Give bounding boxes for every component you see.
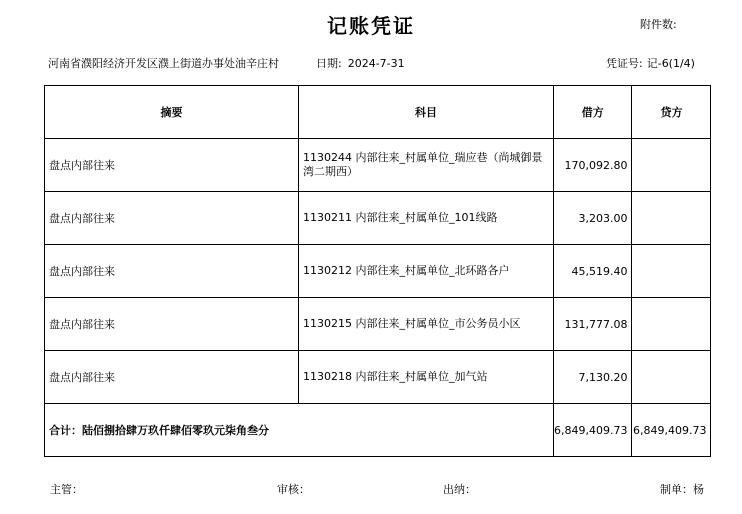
row-credit bbox=[632, 351, 711, 404]
row-debit: 7,130.20 bbox=[554, 351, 632, 404]
row-credit bbox=[632, 139, 711, 192]
date-field bbox=[316, 55, 405, 71]
date-value: 2024-7-31 bbox=[347, 57, 405, 70]
row-summary: 盘点内部往来 bbox=[45, 298, 299, 351]
row-debit: 3,203.00 bbox=[554, 192, 632, 245]
voucher-table bbox=[44, 85, 711, 457]
header-summary: 摘要 bbox=[45, 86, 299, 139]
row-account: 1130244 内部往来_村属单位_瑞应巷（尚城御景湾二期西） bbox=[299, 139, 554, 192]
header-debit: 借方 bbox=[554, 86, 632, 139]
table-row bbox=[45, 139, 711, 192]
row-credit bbox=[632, 192, 711, 245]
voucher-number-value: 记-6(1/4) bbox=[646, 57, 695, 70]
reviewer-label: 审核： bbox=[277, 483, 310, 496]
table-header-row bbox=[45, 86, 711, 139]
table-row bbox=[45, 192, 711, 245]
row-credit bbox=[632, 298, 711, 351]
voucher-number-label: 凭证号: bbox=[606, 57, 643, 70]
row-summary: 盘点内部往来 bbox=[45, 192, 299, 245]
row-summary: 盘点内部往来 bbox=[45, 245, 299, 298]
header-credit: 贷方 bbox=[632, 86, 711, 139]
attachments-label: 附件数: bbox=[640, 18, 677, 31]
row-account: 1130218 内部往来_村属单位_加气站 bbox=[299, 351, 554, 404]
organization-name: 河南省濮阳经济开发区濮上街道办事处油辛庄村 bbox=[48, 57, 279, 70]
table-row bbox=[45, 298, 711, 351]
table-row bbox=[45, 351, 711, 404]
row-debit: 45,519.40 bbox=[554, 245, 632, 298]
total-credit: 6,849,409.73 bbox=[632, 404, 711, 457]
row-account: 1130215 内部往来_村属单位_市公务员小区 bbox=[299, 298, 554, 351]
voucher-number bbox=[606, 55, 695, 71]
supervisor-label: 主管： bbox=[50, 483, 83, 496]
total-debit: 6,849,409.73 bbox=[554, 404, 632, 457]
header-account: 科目 bbox=[299, 86, 554, 139]
row-summary: 盘点内部往来 bbox=[45, 351, 299, 404]
table-row bbox=[45, 245, 711, 298]
row-account: 1130211 内部往来_村属单位_101线路 bbox=[299, 192, 554, 245]
cashier-label: 出纳： bbox=[443, 483, 476, 496]
maker-label: 制单：杨 bbox=[660, 483, 704, 496]
total-row bbox=[45, 404, 711, 457]
row-debit: 170,092.80 bbox=[554, 139, 632, 192]
date-label: 日期: bbox=[316, 57, 342, 70]
row-credit bbox=[632, 245, 711, 298]
row-account: 1130212 内部往来_村属单位_北环路各户 bbox=[299, 245, 554, 298]
row-summary: 盘点内部往来 bbox=[45, 139, 299, 192]
row-debit: 131,777.08 bbox=[554, 298, 632, 351]
voucher-title: 记账凭证 bbox=[327, 14, 415, 38]
total-label: 合计：陆佰捌拾肆万玖仟肆佰零玖元柒角叁分 bbox=[45, 404, 554, 457]
